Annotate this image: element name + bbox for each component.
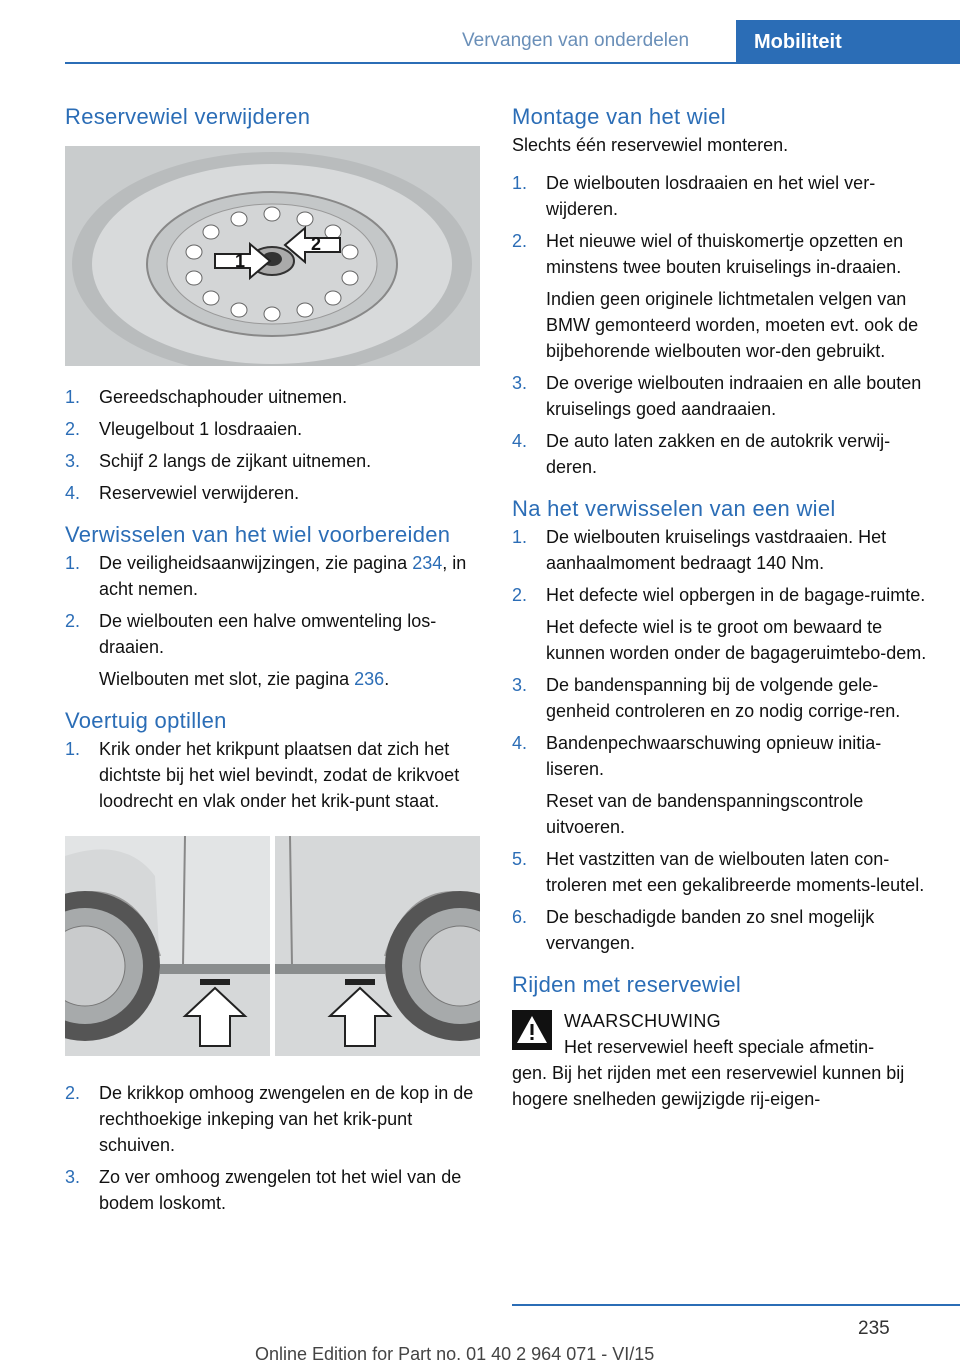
heading-prepare-wheel-change: Verwisselen van het wiel voorbereiden — [65, 522, 451, 547]
page-link-236[interactable]: 236 — [354, 669, 385, 689]
list-item: 2. Het defecte wiel opbergen in de bagage-ruimte. Het defecte wiel is te groot om bewaard te kunnen worden onder de bagageruimtebo-dem. — [512, 582, 932, 666]
warning-block — [512, 1008, 932, 1112]
step-note: Wielbouten met slot, zie pagina 236. — [99, 669, 390, 689]
after-change-steps — [512, 524, 932, 956]
list-item: 2. Het nieuwe wiel of thuiskomertje opzetten en minstens twee bouten kruiselings in-draaien. Indien geen originele lichtmetalen velgen van BMW gemonteerd worden, moeten evt. ook de bijbehorende wielbouten wor-den gebruikt. — [512, 228, 932, 364]
spare-wheel-drawing — [65, 146, 480, 366]
list-item: 1. De wielbouten kruiselings vastdraaien. Het aanhaalmoment bedraagt 140 Nm. — [512, 527, 887, 573]
remove-spare-wheel-steps — [65, 384, 480, 506]
list-item: 2. Vleugelbout 1 losdraaien. — [65, 419, 303, 439]
running-header-chapter: Mobiliteit — [736, 20, 960, 64]
list-item: 3. De overige wielbouten indraaien en alle bouten kruiselings goed aandraaien. — [512, 373, 922, 419]
spare-wheel-illustration — [65, 146, 480, 366]
list-item: 2. De krikkop omhoog zwengelen en de kop in de rechthoekige inkeping van het krik-punt schuiven. — [65, 1083, 474, 1155]
running-header-section: Vervangen van onderdelen — [462, 30, 690, 51]
jacking-points-illustration — [65, 836, 480, 1056]
footer-rule — [512, 1304, 960, 1306]
step-note: Het defecte wiel is te groot om bewaard te kunnen worden onder de bagageruimtebo-dem. — [546, 617, 927, 663]
edition-info: Online Edition for Part no. 01 40 2 964 071 - VI/15 — [255, 1344, 655, 1362]
step-note: Reset van de bandenspanningscontrole uitvoeren. — [546, 791, 864, 837]
lift-steps-part2 — [65, 1080, 480, 1216]
list-item: 4. De auto laten zakken en de autokrik verwij-deren. — [512, 431, 891, 477]
list-item: 1. De wielbouten losdraaien en het wiel ver-wijderen. — [512, 173, 876, 219]
prepare-steps — [65, 550, 480, 692]
list-item: 5. Het vastzitten van de wielbouten laten con-troleren met een gekalibreerde moments-leutel. — [512, 849, 925, 895]
label-2: 2 — [311, 234, 322, 254]
heading-after-wheel-change: Na het verwisselen van een wiel — [512, 496, 836, 521]
lift-steps-part1 — [65, 736, 480, 814]
heading-lift-vehicle: Voertuig optillen — [65, 708, 227, 733]
left-column — [65, 100, 480, 1222]
list-item: 1. Gereedschaphouder uitnemen. — [65, 387, 348, 407]
list-item: 6. De beschadigde banden zo snel mogelijk vervangen. — [512, 907, 875, 953]
mount-wheel-lead: Slechts één reservewiel monteren. — [512, 135, 789, 155]
right-column — [512, 100, 932, 1112]
warning-text-first-line: Het reservewiel heeft speciale afmetin- — [564, 1037, 875, 1057]
page-link-234[interactable]: 234 — [412, 553, 443, 573]
mount-wheel-steps — [512, 170, 932, 480]
list-item: 1. Krik onder het krikpunt plaatsen dat zich het dichtste bij het wiel bevindt, zodat de krikvoet loodrecht en vlak onder het krik-punt staat. — [65, 739, 460, 811]
list-item: 3. Schijf 2 langs de zijkant uitnemen. — [65, 451, 372, 471]
step-note: Indien geen originele lichtmetalen velgen van BMW gemonteerd worden, moeten evt. ook de bijbehorende wielbouten wor-den gebruikt. — [546, 289, 919, 361]
list-item: 1. De veiligheidsaanwijzingen, zie pagina 234, in acht nemen. — [65, 553, 467, 599]
list-item: 2. De wielbouten een halve omwenteling los-draaien. Wielbouten met slot, zie pagina 236. — [65, 608, 480, 692]
list-item: 4. Reservewiel verwijderen. — [65, 483, 300, 503]
warning-text: gen. Bij het rijden met een reservewiel kunnen bij hogere snelheden gewijzigde rij-eigen- — [512, 1063, 905, 1109]
jacking-points-drawing — [65, 836, 480, 1056]
heading-driving-with-spare: Rijden met reservewiel — [512, 972, 742, 997]
label-1: 1 — [235, 251, 246, 271]
heading-mount-wheel: Montage van het wiel — [512, 104, 726, 129]
header-rule — [65, 62, 960, 64]
list-item: 4. Bandenpechwaarschuwing opnieuw initia-liseren. Reset van de bandenspanningscontrole uitvoeren. — [512, 730, 932, 840]
list-item: 3. Zo ver omhoog zwengelen tot het wiel van de bodem loskomt. — [65, 1167, 462, 1213]
list-item: 3. De bandenspanning bij de volgende gele-genheid controleren en zo nodig corrige-ren. — [512, 675, 901, 721]
warning-label: WAARSCHUWING — [564, 1011, 721, 1031]
warning-triangle-icon — [512, 1010, 552, 1050]
page-number: 235 — [858, 1318, 890, 1339]
heading-remove-spare-wheel: Reservewiel verwijderen — [65, 104, 311, 129]
